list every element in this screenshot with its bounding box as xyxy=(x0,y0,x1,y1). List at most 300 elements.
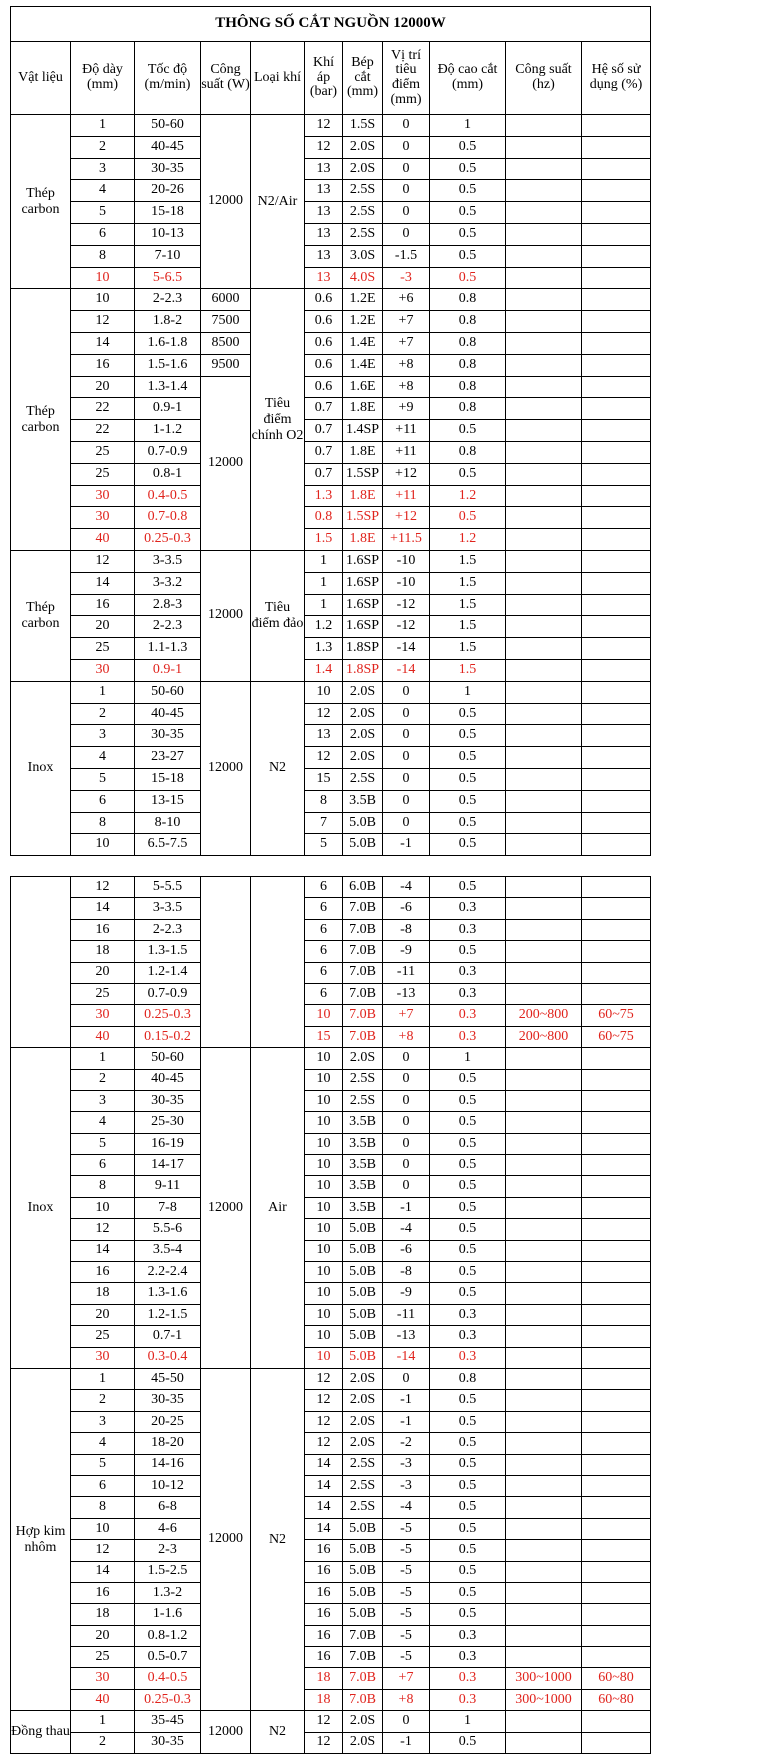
duty-cell xyxy=(582,376,651,398)
frequency-cell xyxy=(506,507,582,529)
table-row xyxy=(11,441,651,463)
pressure-cell: 0.7 xyxy=(305,420,343,442)
focus-cell: -3 xyxy=(383,1475,430,1496)
speed-cell: 0.9-1 xyxy=(135,398,201,420)
height-cell: 0.5 xyxy=(430,1133,506,1154)
table-row xyxy=(11,332,651,354)
duty-cell xyxy=(582,1368,651,1389)
speed-cell: 30-35 xyxy=(135,1390,201,1411)
speed-cell: 50-60 xyxy=(135,115,201,137)
table-row xyxy=(11,223,651,245)
thickness-cell: 4 xyxy=(71,1112,135,1133)
frequency-cell xyxy=(506,681,582,703)
speed-cell: 3-3.5 xyxy=(135,550,201,572)
thickness-cell: 16 xyxy=(71,354,135,376)
duty-cell xyxy=(582,398,651,420)
thickness-cell: 30 xyxy=(71,659,135,681)
material-cell: Inox xyxy=(11,1048,71,1369)
focus-cell: -3 xyxy=(383,267,430,289)
thickness-cell: 8 xyxy=(71,245,135,267)
pressure-cell: 0.8 xyxy=(305,507,343,529)
power-cell: 12000 xyxy=(201,1711,251,1754)
height-cell: 0.5 xyxy=(430,1069,506,1090)
pressure-cell: 6 xyxy=(305,941,343,962)
frequency-cell xyxy=(506,1561,582,1582)
height-cell: 1.5 xyxy=(430,594,506,616)
thickness-cell: 2 xyxy=(71,703,135,725)
pressure-cell: 12 xyxy=(305,703,343,725)
nozzle-cell: 2.0S xyxy=(343,1711,383,1732)
nozzle-cell: 1.5S xyxy=(343,115,383,137)
table-row xyxy=(11,983,651,1004)
pressure-cell: 12 xyxy=(305,1411,343,1432)
duty-cell xyxy=(582,136,651,158)
pressure-cell: 10 xyxy=(305,1347,343,1368)
thickness-cell: 30 xyxy=(71,1005,135,1026)
focus-cell: -14 xyxy=(383,638,430,660)
duty-cell xyxy=(582,1133,651,1154)
header-cell: Khí áp (bar) xyxy=(305,42,343,115)
focus-cell: -11 xyxy=(383,1304,430,1325)
frequency-cell xyxy=(506,1625,582,1646)
frequency-cell xyxy=(506,1219,582,1240)
frequency-cell xyxy=(506,289,582,311)
pressure-cell: 1.3 xyxy=(305,485,343,507)
frequency-cell xyxy=(506,919,582,940)
focus-cell: 0 xyxy=(383,768,430,790)
focus-cell: 0 xyxy=(383,223,430,245)
frequency-cell xyxy=(506,594,582,616)
header-cell: Độ dày (mm) xyxy=(71,42,135,115)
nozzle-cell: 7.0B xyxy=(343,919,383,940)
speed-cell: 0.7-0.8 xyxy=(135,507,201,529)
material-cell: Inox xyxy=(11,681,71,855)
nozzle-cell: 5.0B xyxy=(343,1219,383,1240)
speed-cell: 18-20 xyxy=(135,1433,201,1454)
gas-type-cell: N2 xyxy=(251,681,305,855)
table-row xyxy=(11,1283,651,1304)
height-cell: 0.5 xyxy=(430,1518,506,1539)
nozzle-cell: 5.0B xyxy=(343,1540,383,1561)
duty-cell xyxy=(582,463,651,485)
focus-cell: +9 xyxy=(383,398,430,420)
thickness-cell: 3 xyxy=(71,158,135,180)
table-row xyxy=(11,1304,651,1325)
height-cell: 0.5 xyxy=(430,1604,506,1625)
duty-cell xyxy=(582,202,651,224)
frequency-cell: 200~800 xyxy=(506,1026,582,1047)
speed-cell: 0.5-0.7 xyxy=(135,1647,201,1668)
table-row xyxy=(11,158,651,180)
frequency-cell xyxy=(506,1454,582,1475)
duty-cell xyxy=(582,812,651,834)
height-cell: 0.8 xyxy=(430,311,506,333)
focus-cell: 0 xyxy=(383,202,430,224)
frequency-cell xyxy=(506,877,582,898)
nozzle-cell: 2.5S xyxy=(343,768,383,790)
height-cell: 0.8 xyxy=(430,354,506,376)
focus-cell: +8 xyxy=(383,376,430,398)
height-cell: 0.5 xyxy=(430,1090,506,1111)
thickness-cell: 6 xyxy=(71,1475,135,1496)
table-row xyxy=(11,1411,651,1432)
speed-cell: 1.3-2 xyxy=(135,1582,201,1603)
nozzle-cell: 1.8E xyxy=(343,485,383,507)
height-cell: 0.5 xyxy=(430,267,506,289)
pressure-cell: 10 xyxy=(305,1069,343,1090)
thickness-cell: 2 xyxy=(71,136,135,158)
nozzle-cell: 1.2E xyxy=(343,311,383,333)
nozzle-cell: 7.0B xyxy=(343,962,383,983)
nozzle-cell: 3.5B xyxy=(343,1176,383,1197)
table-row xyxy=(11,115,651,137)
nozzle-cell: 7.0B xyxy=(343,941,383,962)
nozzle-cell: 1.4E xyxy=(343,354,383,376)
header-cell: Công suất (W) xyxy=(201,42,251,115)
pressure-cell: 10 xyxy=(305,1005,343,1026)
duty-cell xyxy=(582,1219,651,1240)
frequency-cell xyxy=(506,136,582,158)
frequency-cell xyxy=(506,332,582,354)
thickness-cell: 1 xyxy=(71,115,135,137)
duty-cell xyxy=(582,507,651,529)
pressure-cell: 14 xyxy=(305,1454,343,1475)
duty-cell xyxy=(582,1518,651,1539)
table-row xyxy=(11,1219,651,1240)
pressure-cell: 6 xyxy=(305,962,343,983)
material-cell xyxy=(11,877,71,1048)
duty-cell xyxy=(582,962,651,983)
focus-cell: -1 xyxy=(383,1197,430,1218)
thickness-cell: 5 xyxy=(71,1133,135,1154)
focus-cell: 0 xyxy=(383,703,430,725)
focus-cell: -12 xyxy=(383,594,430,616)
frequency-cell xyxy=(506,638,582,660)
duty-cell xyxy=(582,1262,651,1283)
pressure-cell: 0.7 xyxy=(305,441,343,463)
gas-type-cell: N2 xyxy=(251,1368,305,1710)
focus-cell: 0 xyxy=(383,115,430,137)
pressure-cell: 10 xyxy=(305,1048,343,1069)
duty-cell xyxy=(582,898,651,919)
focus-cell: 0 xyxy=(383,180,430,202)
frequency-cell xyxy=(506,1390,582,1411)
nozzle-cell: 2.5S xyxy=(343,1090,383,1111)
nozzle-cell: 1.6SP xyxy=(343,594,383,616)
table-row xyxy=(11,507,651,529)
thickness-cell: 25 xyxy=(71,638,135,660)
duty-cell xyxy=(582,1561,651,1582)
table-row xyxy=(11,1048,651,1069)
table-row xyxy=(11,638,651,660)
table-row xyxy=(11,550,651,572)
focus-cell: -10 xyxy=(383,550,430,572)
thickness-cell: 5 xyxy=(71,768,135,790)
thickness-cell: 12 xyxy=(71,1540,135,1561)
frequency-cell xyxy=(506,941,582,962)
nozzle-cell: 7.0B xyxy=(343,1005,383,1026)
nozzle-cell: 2.5S xyxy=(343,1069,383,1090)
height-cell: 0.5 xyxy=(430,1582,506,1603)
frequency-cell xyxy=(506,1497,582,1518)
pressure-cell: 0.6 xyxy=(305,332,343,354)
table-row xyxy=(11,919,651,940)
height-cell: 0.8 xyxy=(430,441,506,463)
frequency-cell xyxy=(506,1604,582,1625)
frequency-cell xyxy=(506,962,582,983)
gas-type-cell xyxy=(251,877,305,1048)
speed-cell: 2-2.3 xyxy=(135,919,201,940)
frequency-cell xyxy=(506,354,582,376)
nozzle-cell: 3.5B xyxy=(343,1133,383,1154)
focus-cell: -14 xyxy=(383,1347,430,1368)
pressure-cell: 10 xyxy=(305,1219,343,1240)
pressure-cell: 6 xyxy=(305,983,343,1004)
frequency-cell xyxy=(506,223,582,245)
table-row xyxy=(11,1090,651,1111)
height-cell: 0.3 xyxy=(430,1326,506,1347)
pressure-cell: 1.3 xyxy=(305,638,343,660)
duty-cell xyxy=(582,1647,651,1668)
focus-cell: +11 xyxy=(383,485,430,507)
nozzle-cell: 1.8SP xyxy=(343,638,383,660)
thickness-cell: 10 xyxy=(71,267,135,289)
speed-cell: 6-8 xyxy=(135,1497,201,1518)
focus-cell: +7 xyxy=(383,1005,430,1026)
table-row xyxy=(11,1711,651,1732)
nozzle-cell: 2.0S xyxy=(343,1390,383,1411)
header-cell: Tốc độ (m/min) xyxy=(135,42,201,115)
table-row xyxy=(11,136,651,158)
thickness-cell: 1 xyxy=(71,1711,135,1732)
speed-cell: 7-10 xyxy=(135,245,201,267)
height-cell: 0.5 xyxy=(430,1390,506,1411)
duty-cell xyxy=(582,1347,651,1368)
pressure-cell: 14 xyxy=(305,1518,343,1539)
table-title: THÔNG SỐ CẮT NGUỒN 12000W xyxy=(11,7,651,42)
table-row xyxy=(11,834,651,856)
pressure-cell: 12 xyxy=(305,1368,343,1389)
thickness-cell: 18 xyxy=(71,1604,135,1625)
frequency-cell xyxy=(506,1347,582,1368)
thickness-cell: 16 xyxy=(71,594,135,616)
height-cell: 0.5 xyxy=(430,1176,506,1197)
pressure-cell: 0.7 xyxy=(305,463,343,485)
focus-cell: -1 xyxy=(383,1732,430,1753)
nozzle-cell: 1.8SP xyxy=(343,659,383,681)
focus-cell: -9 xyxy=(383,941,430,962)
speed-cell: 0.7-1 xyxy=(135,1326,201,1347)
thickness-cell: 3 xyxy=(71,1090,135,1111)
nozzle-cell: 2.0S xyxy=(343,1411,383,1432)
thickness-cell: 4 xyxy=(71,747,135,769)
table-row xyxy=(11,398,651,420)
frequency-cell xyxy=(506,1197,582,1218)
frequency-cell xyxy=(506,703,582,725)
thickness-cell: 25 xyxy=(71,1647,135,1668)
height-cell: 1 xyxy=(430,1048,506,1069)
duty-cell xyxy=(582,115,651,137)
nozzle-cell: 1.5SP xyxy=(343,507,383,529)
height-cell: 0.5 xyxy=(430,1540,506,1561)
power-cell: 7500 xyxy=(201,311,251,333)
frequency-cell: 300~1000 xyxy=(506,1689,582,1710)
thickness-cell: 30 xyxy=(71,1668,135,1689)
frequency-cell xyxy=(506,1647,582,1668)
duty-cell xyxy=(582,245,651,267)
table-row xyxy=(11,594,651,616)
table-row xyxy=(11,681,651,703)
duty-cell xyxy=(582,180,651,202)
thickness-cell: 1 xyxy=(71,1368,135,1389)
pressure-cell: 12 xyxy=(305,1433,343,1454)
nozzle-cell: 1.8E xyxy=(343,398,383,420)
height-cell: 0.5 xyxy=(430,1112,506,1133)
pressure-cell: 10 xyxy=(305,1090,343,1111)
speed-cell: 5.5-6 xyxy=(135,1219,201,1240)
height-cell: 0.3 xyxy=(430,898,506,919)
frequency-cell xyxy=(506,616,582,638)
speed-cell: 0.4-0.5 xyxy=(135,485,201,507)
focus-cell: +6 xyxy=(383,289,430,311)
pressure-cell: 1.5 xyxy=(305,529,343,551)
nozzle-cell: 1.2E xyxy=(343,289,383,311)
header-row xyxy=(11,42,651,115)
focus-cell: 0 xyxy=(383,1090,430,1111)
duty-cell: 60~80 xyxy=(582,1668,651,1689)
height-cell: 0.5 xyxy=(430,180,506,202)
pressure-cell: 16 xyxy=(305,1582,343,1603)
nozzle-cell: 5.0B xyxy=(343,1240,383,1261)
duty-cell xyxy=(582,1240,651,1261)
pressure-cell: 13 xyxy=(305,725,343,747)
thickness-cell: 4 xyxy=(71,180,135,202)
height-cell: 0.5 xyxy=(430,1561,506,1582)
nozzle-cell: 2.0S xyxy=(343,158,383,180)
thickness-cell: 12 xyxy=(71,311,135,333)
thickness-cell: 14 xyxy=(71,332,135,354)
focus-cell: -5 xyxy=(383,1518,430,1539)
nozzle-cell: 5.0B xyxy=(343,1283,383,1304)
thickness-cell: 8 xyxy=(71,812,135,834)
height-cell: 0.5 xyxy=(430,1262,506,1283)
pressure-cell: 13 xyxy=(305,202,343,224)
height-cell: 0.3 xyxy=(430,1668,506,1689)
table-row xyxy=(11,245,651,267)
frequency-cell xyxy=(506,747,582,769)
speed-cell: 45-50 xyxy=(135,1368,201,1389)
nozzle-cell: 1.6E xyxy=(343,376,383,398)
frequency-cell xyxy=(506,812,582,834)
nozzle-cell: 5.0B xyxy=(343,1326,383,1347)
focus-cell: +7 xyxy=(383,311,430,333)
frequency-cell xyxy=(506,1326,582,1347)
table-row xyxy=(11,1240,651,1261)
nozzle-cell: 1.8E xyxy=(343,441,383,463)
thickness-cell: 12 xyxy=(71,1219,135,1240)
duty-cell xyxy=(582,725,651,747)
speed-cell: 20-26 xyxy=(135,180,201,202)
table-row xyxy=(11,1155,651,1176)
table-row xyxy=(11,703,651,725)
nozzle-cell: 7.0B xyxy=(343,1689,383,1710)
table-row xyxy=(11,1454,651,1475)
thickness-cell: 2 xyxy=(71,1732,135,1753)
table-row xyxy=(11,1112,651,1133)
focus-cell: -1.5 xyxy=(383,245,430,267)
speed-cell: 5-5.5 xyxy=(135,877,201,898)
height-cell: 0.8 xyxy=(430,1368,506,1389)
speed-cell: 0.8-1 xyxy=(135,463,201,485)
focus-cell: 0 xyxy=(383,1048,430,1069)
pressure-cell: 12 xyxy=(305,136,343,158)
material-cell: Đồng thau xyxy=(11,1711,71,1754)
table-row xyxy=(11,1347,651,1368)
gas-type-cell: Air xyxy=(251,1048,305,1369)
focus-cell: +8 xyxy=(383,1689,430,1710)
duty-cell xyxy=(582,1540,651,1561)
nozzle-cell: 5.0B xyxy=(343,1262,383,1283)
frequency-cell xyxy=(506,1368,582,1389)
height-cell: 0.5 xyxy=(430,1732,506,1753)
nozzle-cell: 3.5B xyxy=(343,790,383,812)
duty-cell xyxy=(582,1326,651,1347)
gas-type-cell: Tiêu điểm đảo xyxy=(251,550,305,681)
pressure-cell: 16 xyxy=(305,1625,343,1646)
focus-cell: -6 xyxy=(383,1240,430,1261)
table-row xyxy=(11,1668,651,1689)
table-row xyxy=(11,180,651,202)
height-cell: 0.5 xyxy=(430,1497,506,1518)
pressure-cell: 1.4 xyxy=(305,659,343,681)
table-row xyxy=(11,725,651,747)
focus-cell: -1 xyxy=(383,1411,430,1432)
duty-cell xyxy=(582,659,651,681)
height-cell: 0.5 xyxy=(430,1433,506,1454)
focus-cell: 0 xyxy=(383,1069,430,1090)
thickness-cell: 30 xyxy=(71,1347,135,1368)
height-cell: 1.2 xyxy=(430,485,506,507)
height-cell: 0.3 xyxy=(430,962,506,983)
height-cell: 0.8 xyxy=(430,289,506,311)
focus-cell: -5 xyxy=(383,1604,430,1625)
speed-cell: 7-8 xyxy=(135,1197,201,1218)
nozzle-cell: 2.0S xyxy=(343,1368,383,1389)
height-cell: 0.5 xyxy=(430,136,506,158)
duty-cell xyxy=(582,1090,651,1111)
pressure-cell: 18 xyxy=(305,1668,343,1689)
thickness-cell: 3 xyxy=(71,1411,135,1432)
nozzle-cell: 1.8E xyxy=(343,529,383,551)
duty-cell xyxy=(582,790,651,812)
table-row xyxy=(11,1326,651,1347)
gas-type-cell: N2/Air xyxy=(251,115,305,289)
duty-cell xyxy=(582,768,651,790)
height-cell: 0.5 xyxy=(430,1197,506,1218)
power-cell: 12000 xyxy=(201,1048,251,1369)
speed-cell: 0.4-0.5 xyxy=(135,1668,201,1689)
frequency-cell xyxy=(506,550,582,572)
power-cell: 12000 xyxy=(201,550,251,681)
height-cell: 1.5 xyxy=(430,638,506,660)
focus-cell: -13 xyxy=(383,1326,430,1347)
speed-cell: 20-25 xyxy=(135,1411,201,1432)
pressure-cell: 6 xyxy=(305,898,343,919)
pressure-cell: 12 xyxy=(305,1732,343,1753)
nozzle-cell: 3.5B xyxy=(343,1112,383,1133)
focus-cell: -8 xyxy=(383,1262,430,1283)
focus-cell: 0 xyxy=(383,790,430,812)
